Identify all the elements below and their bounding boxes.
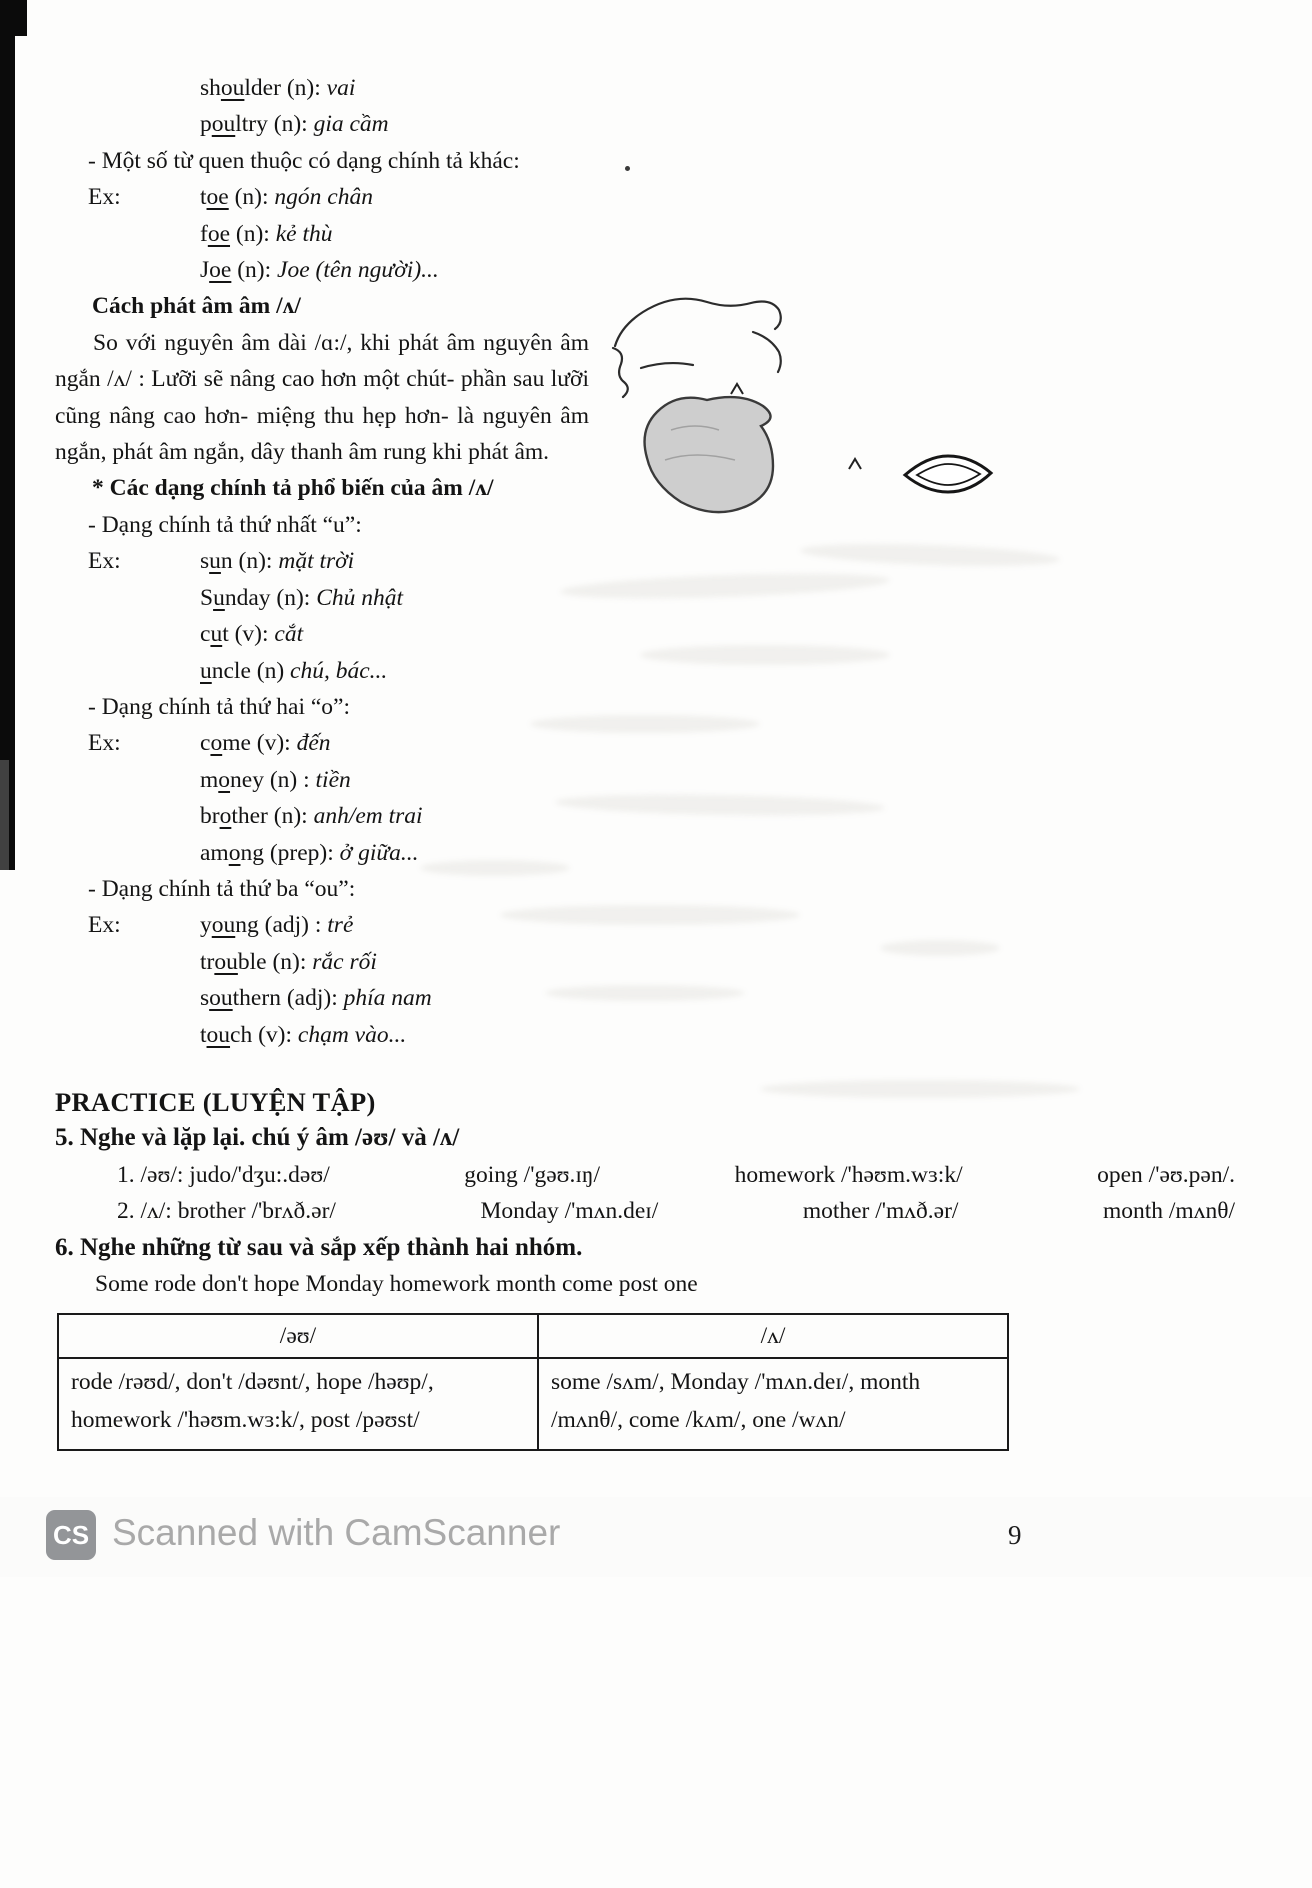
word-pos: (n) : [263, 766, 316, 793]
word-prefix: tr [200, 948, 215, 975]
example-line [55, 252, 1250, 288]
word-prefix: c [200, 730, 211, 757]
word-pos: (n): [228, 184, 275, 211]
example-line [55, 179, 1250, 215]
exercise6-word-list: Some rode don't hope Monday homework month come post one [95, 1271, 698, 1297]
camscanner-text: Scanned with CamScanner [112, 1512, 561, 1553]
word-suffix: ncle [211, 657, 251, 684]
word-meaning: đến [296, 730, 331, 757]
word-underlined: oe [206, 184, 229, 211]
word-underlined: ou [211, 912, 236, 939]
word-prefix: y [200, 912, 212, 939]
word-underlined: u [209, 548, 221, 575]
word-pos: (n): [231, 257, 278, 284]
word-pos: (n): [266, 948, 313, 975]
word-meaning: phía nam [343, 985, 432, 1012]
pronunciation-description: So với nguyên âm dài /ɑ:/, khi phát âm nguyên âm ngắn /ʌ/ : Lưỡi sẽ nâng cao hơn một chút- phần sau lưỡi cũng nâng cao hơn- miệng thu hẹp hơn- là nguyên âm ngắn, phát âm ngắn, dây thanh âm rung khi phát âm. [55, 329, 589, 466]
pronunciation-heading: Cách phát âm âm /ʌ/ [92, 293, 301, 320]
word-prefix: p [200, 111, 212, 138]
example-word [200, 621, 303, 647]
spelling-group-label: - Dạng chính tả thứ hai “o”: [88, 693, 351, 720]
word-meaning: ngón chân [274, 184, 373, 211]
word-meaning: trẻ [327, 912, 354, 939]
example-line [55, 653, 1250, 689]
scan-edge-fade [0, 760, 9, 870]
example-word [200, 658, 387, 684]
example-word [200, 184, 373, 210]
example-word [200, 1022, 406, 1048]
classification-table [57, 1313, 1009, 1451]
word-suffix: ltry [235, 111, 268, 138]
example-word [200, 221, 332, 247]
word-prefix: br [200, 803, 220, 830]
pronunciation-item: mother /'mʌð.ər/ [802, 1198, 959, 1225]
word-prefix: t [200, 1021, 207, 1048]
pronunciation-item: 1. /əʊ/: judo/'dʒu:.dəʊ/ [117, 1161, 330, 1188]
example-word [200, 548, 354, 574]
example-line [55, 798, 1250, 834]
word-underlined: u [200, 657, 212, 684]
example-line [55, 70, 1250, 106]
word-pos: (v): [252, 1021, 298, 1048]
example-line [55, 835, 1250, 871]
camscanner-logo-icon: CS [46, 1510, 96, 1560]
word-prefix: s [200, 985, 210, 1012]
word-meaning: anh/em trai [313, 803, 423, 830]
example-line [55, 216, 1250, 252]
example-word [200, 912, 353, 938]
example-word [200, 985, 432, 1011]
example-word [200, 111, 389, 137]
example-line [55, 725, 1250, 761]
word-suffix: n [220, 548, 233, 575]
example-line [55, 106, 1250, 142]
table-cell-ou-words: rode /rəʊd/, don't /dəʊnt/, hope /həʊp/, homework /'həʊm.wɜ:k/, post /pəʊst/ [58, 1358, 538, 1450]
word-pos: (n) [250, 657, 291, 684]
example-word [200, 75, 355, 101]
spelling-section-list [55, 507, 1250, 1053]
note-line: - Một số từ quen thuộc có dạng chính tả khác: [88, 147, 520, 174]
word-pos: (n): [267, 111, 314, 138]
example-word [200, 949, 377, 975]
word-meaning: Chủ nhật [316, 584, 404, 611]
word-underlined: o [228, 839, 241, 866]
word-underlined: u [210, 621, 223, 648]
word-underlined: o [219, 803, 232, 830]
word-suffix: ch [230, 1021, 253, 1048]
word-underlined: oe [207, 220, 231, 247]
ex-label: Ex: [88, 184, 121, 211]
word-pos: (prep): [263, 839, 340, 866]
pronunciation-item: 2. /ʌ/: brother /'brʌð.ər/ [117, 1198, 336, 1225]
word-pos: (adj): [280, 985, 344, 1012]
example-word [200, 730, 331, 756]
example-word [200, 840, 419, 866]
table-body-row [58, 1358, 1008, 1450]
oe-example-list [55, 179, 1250, 288]
word-prefix: S [200, 584, 214, 611]
example-line [55, 907, 1250, 943]
word-prefix: t [200, 184, 207, 211]
word-suffix: nday [224, 584, 271, 611]
exercise6-title: 6. Nghe những từ sau và sắp xếp thành hai nhóm. [55, 1233, 583, 1261]
word-underlined: ou [209, 985, 233, 1012]
example-word [200, 257, 439, 283]
word-meaning: chạm vào... [297, 1021, 407, 1048]
word-suffix: ble [237, 948, 267, 975]
exercise5-line2 [117, 1193, 1235, 1229]
table-header-uh: /ʌ/ [538, 1314, 1008, 1358]
word-meaning: cắt [274, 621, 304, 648]
practice-title: PRACTICE (LUYỆN TẬP) [55, 1086, 376, 1117]
word-suffix: t [222, 621, 229, 648]
scan-corner-artifact [0, 0, 27, 36]
word-suffix: ney [230, 766, 264, 793]
word-pos: (v): [250, 730, 297, 757]
word-prefix: s [200, 548, 210, 575]
pronunciation-item: homework /'həʊm.wɜ:k/ [734, 1161, 963, 1188]
camscanner-bar [0, 1497, 1312, 1577]
word-suffix: lder [244, 75, 281, 101]
word-pos: (n): [270, 584, 317, 611]
spelling-group-label: - Dạng chính tả thứ nhất “u”: [88, 511, 362, 538]
pronunciation-item: Monday /'mʌn.deɪ/ [480, 1198, 659, 1225]
pronunciation-item: going /'gəʊ.ɪŋ/ [464, 1161, 601, 1188]
word-pos: (n): [230, 220, 276, 247]
word-meaning: vai [326, 75, 356, 101]
spelling-group-label: - Dạng chính tả thứ ba “ou”: [88, 875, 356, 902]
table-header-row [58, 1314, 1008, 1358]
example-word [200, 767, 351, 793]
example-line [55, 944, 1250, 980]
example-line [55, 616, 1250, 652]
word-suffix: ther [231, 803, 268, 830]
word-prefix: J [200, 257, 210, 284]
word-suffix: ng [235, 912, 259, 939]
word-underlined: ou [214, 948, 238, 975]
spelling-heading: * Các dạng chính tả phổ biến của âm /ʌ/ [92, 475, 494, 502]
word-underlined: o [210, 730, 223, 757]
word-underlined: ou [206, 1021, 231, 1048]
exercise5-title: 5. Nghe và lặp lại. chú ý âm /əʊ/ và /ʌ/ [55, 1124, 460, 1152]
word-meaning: rắc rối [312, 948, 377, 975]
scan-edge-bar [0, 0, 15, 870]
word-prefix: am [200, 839, 229, 866]
table-header-ou: /əʊ/ [58, 1314, 538, 1358]
word-pos: (n): [267, 803, 314, 830]
example-line [55, 980, 1250, 1016]
word-underlined: o [218, 766, 231, 793]
example-line [55, 1017, 1250, 1053]
example-word [200, 803, 423, 829]
word-suffix: thern [232, 985, 281, 1012]
word-underlined: ou [220, 75, 245, 101]
top-example-list [55, 70, 1250, 143]
word-meaning: kẻ thù [275, 220, 333, 247]
document-body [55, 70, 1250, 1451]
example-word [200, 585, 403, 611]
word-suffix: me [222, 730, 251, 757]
word-prefix: f [200, 220, 208, 247]
word-pos: (adj) : [258, 912, 328, 939]
word-underlined: u [213, 584, 225, 611]
pronunciation-item: open /'əʊ.pən/. [1097, 1161, 1235, 1188]
word-meaning: chú, bác... [290, 657, 388, 684]
word-underlined: ou [211, 111, 236, 138]
word-pos: (n): [280, 75, 327, 101]
ex-label: Ex: [88, 548, 121, 575]
word-prefix: sh [200, 75, 221, 101]
word-pos: (n): [232, 548, 279, 575]
word-pos: (v): [228, 621, 275, 648]
example-line [55, 580, 1250, 616]
word-meaning: tiền [315, 766, 351, 793]
word-suffix: ng [240, 839, 264, 866]
example-line [55, 762, 1250, 798]
word-prefix: m [200, 766, 219, 793]
word-meaning: gia cầm [313, 111, 389, 138]
example-line [55, 543, 1250, 579]
page-number: 9 [1008, 1520, 1022, 1550]
ex-label: Ex: [88, 912, 121, 939]
pronunciation-item: month /mʌnθ/ [1102, 1198, 1235, 1225]
word-underlined: oe [209, 257, 232, 284]
table-cell-uh-words: some /sʌm/, Monday /'mʌn.deɪ/, month /mʌnθ/, come /kʌm/, one /wʌn/ [538, 1358, 1008, 1450]
exercise5-line1 [117, 1157, 1235, 1193]
word-meaning: mặt trời [278, 548, 355, 575]
word-prefix: c [200, 621, 211, 648]
word-meaning: Joe (tên người)... [277, 257, 439, 284]
word-meaning: ở giữa... [339, 839, 419, 866]
ex-label: Ex: [88, 730, 121, 757]
